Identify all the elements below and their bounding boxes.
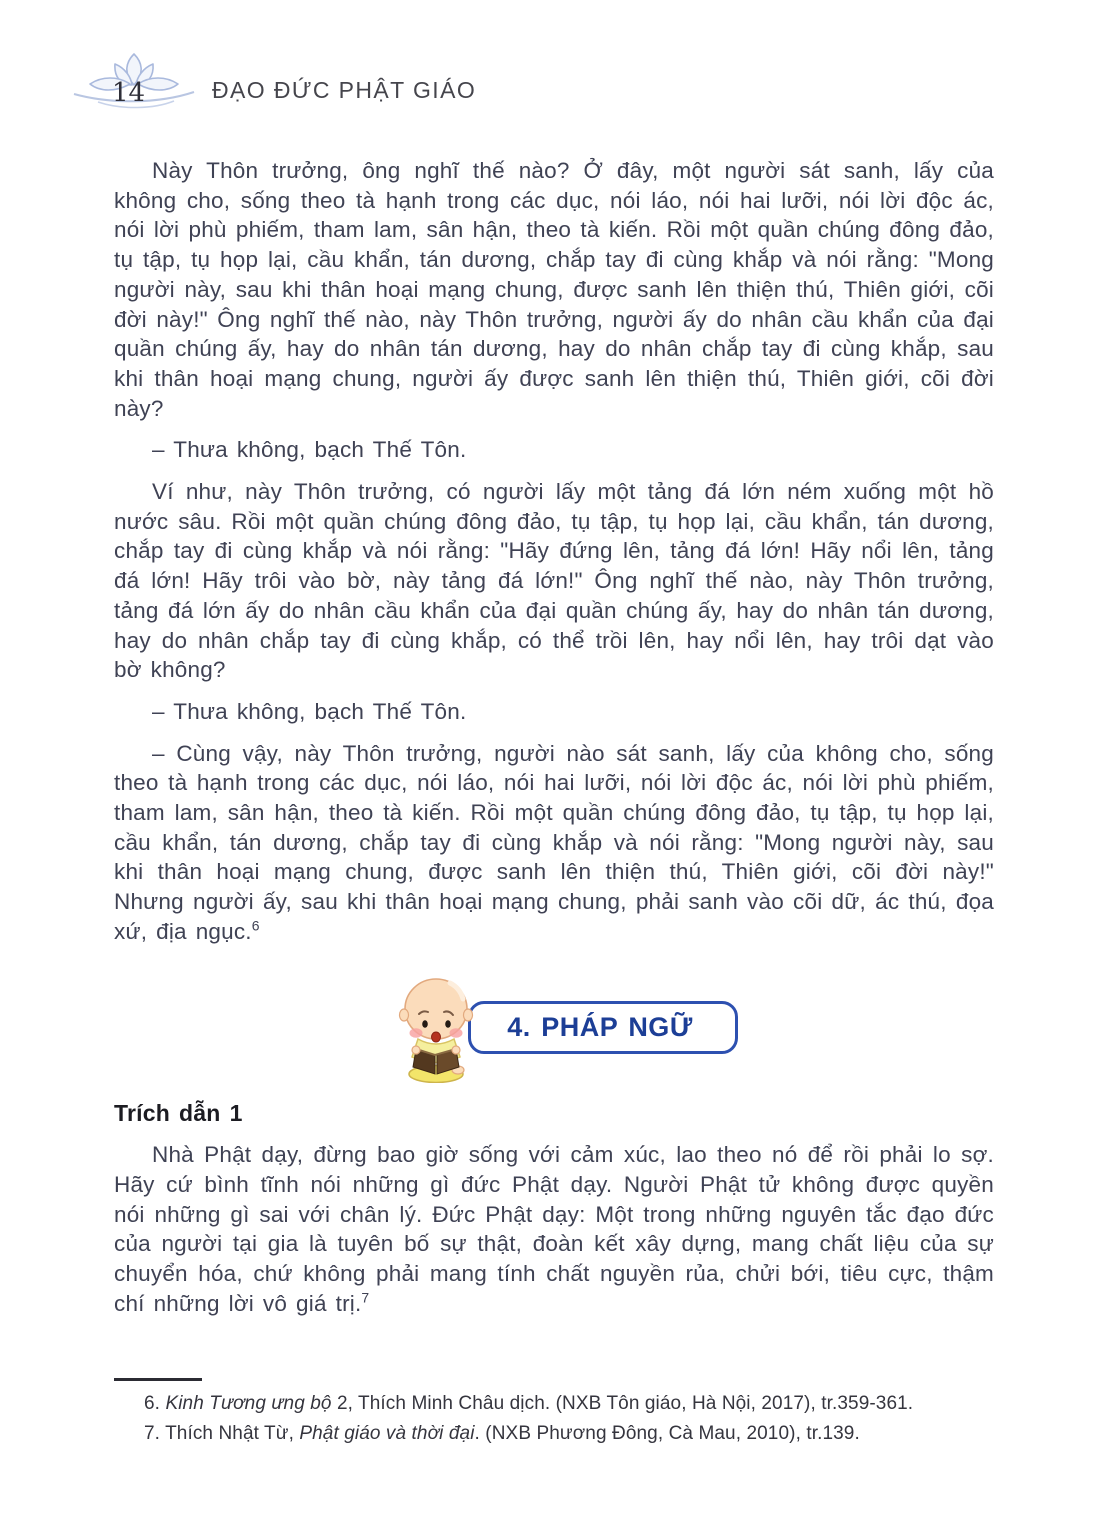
- monk-illustration: [390, 973, 484, 1083]
- section-badge-row: [124, 973, 1004, 1083]
- lotus-ornament: [70, 50, 198, 116]
- footnotes-section: [114, 1378, 994, 1449]
- paragraph-4: [114, 697, 994, 727]
- paragraph-2-text: – Thưa không, bạch Thế Tôn.: [152, 437, 467, 463]
- quote-heading: Trích dẫn 1: [114, 1099, 243, 1126]
- footnote-6-prefix: 6.: [144, 1393, 166, 1414]
- footnote-6-suffix: 2, Thích Minh Châu dịch. (NXB Tôn giáo, Hà Nội, 2017), tr.359-361.: [331, 1393, 914, 1414]
- paragraph-1: [114, 156, 994, 423]
- paragraph-2: [114, 435, 994, 465]
- footnote-divider: [114, 1378, 202, 1381]
- footnote-ref-7: 7: [361, 1289, 370, 1306]
- quote-paragraph: [114, 1140, 994, 1318]
- footnote-6-title: Kinh Tương ưng bộ: [165, 1393, 332, 1414]
- paragraph-3: [114, 477, 994, 685]
- footnote-7-title: Phật giáo và thời đại: [299, 1423, 475, 1444]
- page-header: [70, 50, 476, 116]
- footnote-7-prefix: 7. Thích Nhật Từ,: [144, 1423, 300, 1444]
- paragraph-5-text: – Cùng vậy, này Thôn trưởng, người nào sát sanh, lấy của không cho, sống theo tà hạnh trong các dục, nói láo, nói hai lưỡi, nói lời độc ác, nói lời phù phiếm, tham lam, sân hận, theo tà kiến. Rồi một quần chúng đông đảo, tụ tập, tụ họp lại, cầu khẩn, tán dương, chắp tay đi cùng khắp và nói rằng: "Mong người này, sau khi thân hoại mạng chung, được sanh lên thiện thú, Thiên giới, cõi đời này!" Nhưng người ấy, sau khi thân hoại mạng chung, phải sanh vào cõi dữ, ác thú, đọa xứ, địa ngục.: [114, 740, 994, 944]
- page-number: 14: [112, 78, 146, 108]
- main-text: [114, 156, 994, 1331]
- paragraph-3-text: Ví như, này Thôn trưởng, có người lấy một tảng đá lớn ném xuống một hồ nước sâu. Rồi một quần chúng đông đảo, tụ tập, tụ họp lại, cầu khẩn, tán dương, chắp tay đi cùng khắp và nói rằng: "Hãy đứng lên, tảng đá lớn! Hãy nổi lên, tảng đá lớn! Hãy trôi vào bờ, này tảng đá lớn!" Ông nghĩ thế nào, này Thôn trưởng, tảng đá lớn ấy do nhân cầu khẩn của đại quần chúng ấy, hay do nhân tán dương, hay do nhân chắp tay đi cùng khắp, có thể trồi lên, hay nổi lên, hay trôi dạt vào bờ không?: [114, 479, 994, 683]
- quote-paragraph-text: Nhà Phật dạy, đừng bao giờ sống với cảm xúc, lao theo nó để rồi phải lo sợ. Hãy cứ bình tĩnh nói những gì đức Phật dạy. Người Phật tử không được quyền nói những gì sai với chân lý. Đức Phật dạy: Một trong những nguyên tắc đạo đức của người tại gia là tuyên bố sự thật, đoàn kết xây dựng, mang chất liệu của sự chuyển hóa, chứ không phải mang tính chất nguyền rủa, chửi bới, tiêu cực, thậm chí những lời vô giá trị.: [114, 1142, 994, 1316]
- paragraph-5: [114, 739, 994, 947]
- paragraph-4-text: – Thưa không, bạch Thế Tôn.: [152, 698, 467, 724]
- footnote-ref-6: 6: [251, 917, 260, 934]
- paragraph-1-text: Này Thôn trưởng, ông nghĩ thế nào? Ở đây, một người sát sanh, lấy của không cho, sống theo tà hạnh trong các dục, nói láo, nói hai lưỡi, nói lời độc ác, nói lời phù phiếm, tham lam, sân hận, theo tà kiến. Rồi một quần chúng đông đảo, tụ tập, tụ họp lại, cầu khẩn, tán dương, chắp tay đi cùng khắp và nói rằng: "Mong người này, sau khi thân hoại mạng chung, được sanh lên thiện thú, Thiên giới, cõi đời này!" Ông nghĩ thế nào, này Thôn trưởng, người ấy do nhân cầu khẩn của đại quần chúng ấy, hay do nhân tán dương, hay do nhân chắp tay đi cùng khắp, sau khi thân hoại mạng chung, người ấy được sanh lên thiện thú, Thiên giới, cõi đời này?: [114, 158, 994, 421]
- running-title: ĐẠO ĐỨC PHẬT GIÁO: [212, 77, 477, 103]
- little-monk-reading-icon: [390, 973, 484, 1083]
- section-title-badge: 4. PHÁP NGỮ: [468, 1001, 737, 1055]
- footnote-7: [114, 1419, 994, 1449]
- footnote-6: [114, 1389, 994, 1419]
- footnote-7-suffix: . (NXB Phương Đông, Cà Mau, 2010), tr.139.: [474, 1423, 860, 1444]
